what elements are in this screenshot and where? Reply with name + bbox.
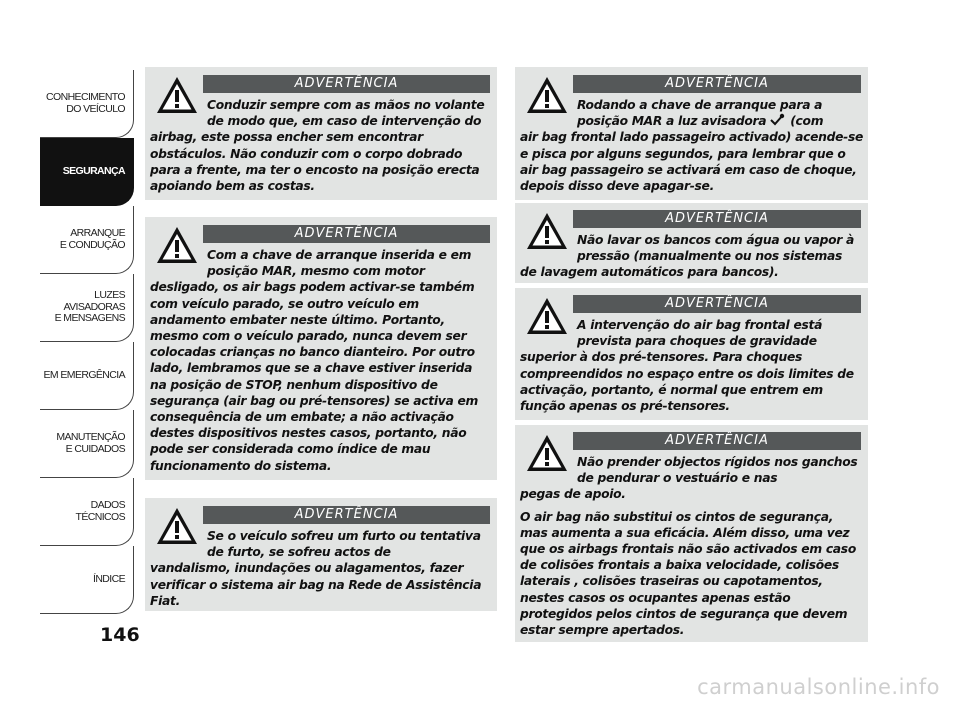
warning-lead: Conduzir sempre com as mãos no volante de modo que, em caso de intervenção do	[207, 98, 485, 129]
warning-body-2: O air bag não substitui os cintos de segurança, mas aumenta a sua eficácia. Além disso, uma vez que os airbags frontais não são activados em caso de colisões frontais a baixa velocidade, colisões laterais , colisões traseiras ou capotamentos, nestes casos os ocupantes apenas estão protegidos pelos cintos de segurança que devem estar sempre apertados.	[520, 509, 856, 638]
tab-label: ÍNDICE	[93, 572, 125, 585]
warning-box-5	[515, 203, 868, 283]
warning-body: pegas de apoio.	[520, 487, 626, 502]
warning-text	[150, 247, 492, 474]
warning-lead: A intervenção do air bag frontal está prevista para choques de gravidade	[577, 318, 823, 349]
warning-header: ADVERTÊNCIA	[203, 225, 490, 243]
warning-lead: Não prender objectos rígidos nos ganchos de pendurar o vestuário e nas	[577, 455, 858, 486]
tab-label: MANUTENÇÃO E CUIDADOS	[56, 431, 125, 455]
tab-dados[interactable]	[40, 478, 134, 546]
warning-body: airbag, este possa encher sem encontrar obstáculos. Não conduzir com o corpo dobrado para a frente, ma ter o encosto na posição erecta apoiando bem as costas.	[150, 130, 480, 194]
tab-label: ARRANQUE E CONDUÇÃO	[59, 227, 125, 251]
warning-text	[520, 317, 863, 414]
warning-header: ADVERTÊNCIA	[573, 75, 861, 93]
warning-lead: Não lavar os bancos com água ou vapor à pressão (manualmente ou nos sistemas	[577, 233, 854, 264]
tab-conhecimento[interactable]	[40, 70, 134, 138]
tab-luzes[interactable]	[40, 274, 134, 342]
warning-header: ADVERTÊNCIA	[573, 295, 861, 313]
warning-lead-part: Rodando a chave de arranque para a posição MAR a luz avisadora	[577, 98, 823, 129]
warning-header: ADVERTÊNCIA	[573, 432, 861, 450]
warning-box-3	[145, 498, 497, 611]
airbag-off-icon	[770, 113, 786, 126]
warning-box-4	[515, 67, 868, 200]
tab-seguranca[interactable]	[40, 138, 134, 206]
warning-box-1	[145, 67, 497, 200]
warning-text	[520, 97, 863, 194]
watermark: carmanualsonline.info	[697, 675, 940, 699]
page-number: 146	[100, 624, 140, 646]
section-sidebar	[40, 70, 134, 614]
tab-label: DADOS TÉCNICOS	[75, 499, 125, 523]
tab-label: LUZES AVISADORAS E MENSAGENS	[54, 289, 125, 325]
tab-label: SEGURANÇA	[62, 164, 125, 177]
warning-lead: Se o veículo sofreu um furto ou tentativa de furto, se sofreu actos de	[207, 529, 481, 560]
tab-emergencia[interactable]	[40, 342, 134, 410]
warning-header: ADVERTÊNCIA	[203, 75, 490, 93]
warning-text	[520, 454, 863, 638]
tab-arranque[interactable]	[40, 206, 134, 274]
warning-box-2	[145, 217, 497, 480]
warning-body: vandalismo, inundações ou alagamentos, fazer verificar o sistema air bag na Rede de Assistência Fiat.	[150, 561, 482, 608]
warning-header: ADVERTÊNCIA	[203, 506, 490, 524]
warning-body: desligado, os air bags podem activar-se também com veículo parado, se outro veículo em andamento embater neste último. Portanto, mesmo com o veículo parado, nunca devem ser colocadas crianças no banco dianteiro. Por outro lado, lembramos que se a chave estiver inserida na posição de STOP, nenhum dispositivo de segurança (air bag ou pré-tensores) se activa em consequência de um embate; a não activação destes dispositivos nestes casos, portanto, não pode ser considerada como índice de mau funcionamento do sistema.	[150, 280, 478, 473]
tab-label: EM EMERGÊNCIA	[43, 368, 125, 381]
tab-manutencao[interactable]	[40, 410, 134, 478]
warning-lead	[520, 97, 863, 129]
warning-lead-part: (com	[790, 114, 824, 129]
warning-header: ADVERTÊNCIA	[573, 210, 861, 228]
tab-label: CONHECIMENTO DO VEÍCULO	[46, 91, 125, 115]
warning-box-7	[515, 425, 868, 642]
warning-body: air bag frontal lado passageiro activado) acende-se e pisca por alguns segundos, para lembrar que o air bag passageiro se activará em caso de choque, depois disso deve apagar-se.	[520, 130, 863, 194]
warning-text	[150, 528, 492, 609]
warning-lead: Com a chave de arranque inserida e em posição MAR, mesmo com motor	[207, 248, 472, 279]
tab-indice[interactable]	[40, 546, 134, 614]
warning-body: superior à dos pré-tensores. Para choques compreendidos no espaço entre os dois limites de activação, portanto, é normal que entrem em função apenas os pré-tensores.	[520, 350, 854, 414]
warning-text	[150, 97, 492, 194]
warning-box-6	[515, 288, 868, 420]
warning-body: de lavagem automáticos para bancos).	[520, 265, 779, 280]
warning-text	[520, 232, 863, 281]
